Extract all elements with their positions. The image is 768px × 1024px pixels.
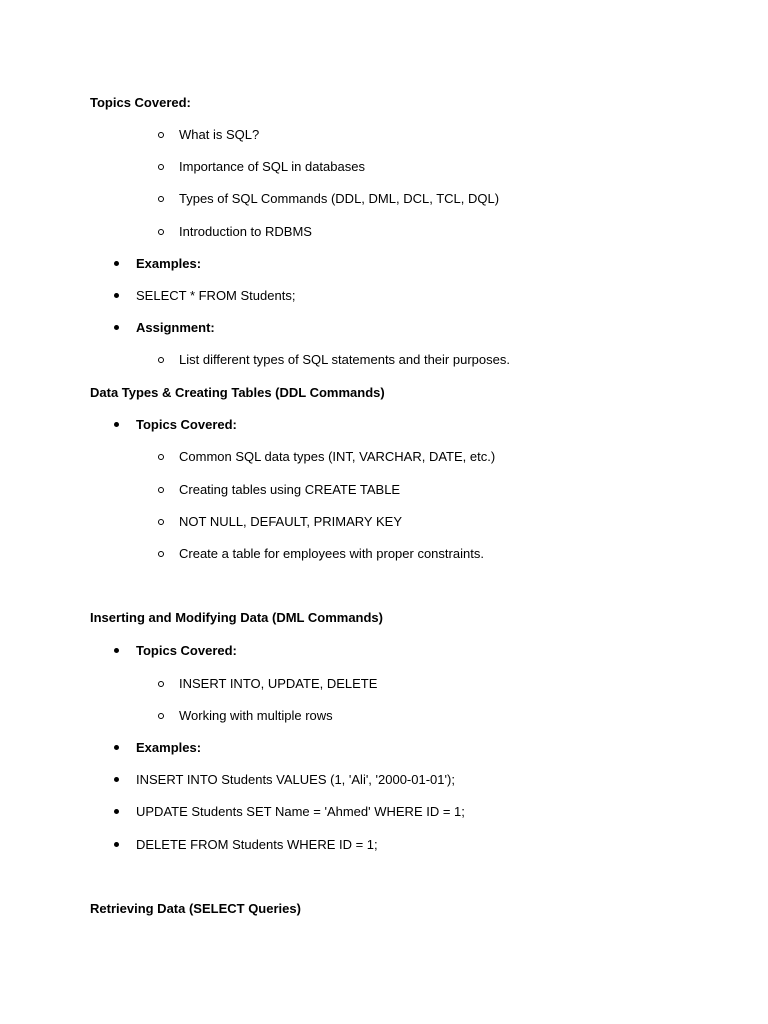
circle-bullet-icon (158, 196, 164, 202)
list-item: Creating tables using CREATE TABLE (158, 482, 400, 498)
circle-bullet-icon (158, 132, 164, 138)
list-item: Create a table for employees with proper constraints. (158, 546, 484, 562)
list-item: SELECT * FROM Students; (114, 288, 295, 304)
list-item: Working with multiple rows (158, 708, 333, 724)
circle-bullet-icon (158, 713, 164, 719)
list-item: Types of SQL Commands (DDL, DML, DCL, TCL, DQL) (158, 191, 499, 207)
section-heading-topics-covered: Topics Covered: (90, 95, 191, 110)
disc-bullet-icon (114, 325, 119, 330)
circle-bullet-icon (158, 229, 164, 235)
disc-bullet-icon (114, 777, 119, 782)
list-item: INSERT INTO, UPDATE, DELETE (158, 676, 377, 692)
list-item: Common SQL data types (INT, VARCHAR, DATE, etc.) (158, 449, 495, 465)
section-heading-inserting: Inserting and Modifying Data (DML Commands) (90, 610, 383, 625)
list-item-assignment-label: Assignment: (114, 320, 215, 336)
list-item: List different types of SQL statements and their purposes. (158, 352, 510, 368)
list-item-topics-covered-label: Topics Covered: (114, 417, 237, 433)
disc-bullet-icon (114, 293, 119, 298)
list-item: Introduction to RDBMS (158, 224, 312, 240)
section-heading-data-types: Data Types & Creating Tables (DDL Commands) (90, 385, 385, 400)
list-item: UPDATE Students SET Name = 'Ahmed' WHERE ID = 1; (114, 804, 465, 820)
disc-bullet-icon (114, 745, 119, 750)
disc-bullet-icon (114, 648, 119, 653)
list-item-examples-label: Examples: (114, 256, 201, 272)
list-item: INSERT INTO Students VALUES (1, 'Ali', '2000-01-01'); (114, 772, 455, 788)
list-item: DELETE FROM Students WHERE ID = 1; (114, 837, 378, 853)
list-item: NOT NULL, DEFAULT, PRIMARY KEY (158, 514, 402, 530)
circle-bullet-icon (158, 454, 164, 460)
disc-bullet-icon (114, 842, 119, 847)
disc-bullet-icon (114, 809, 119, 814)
circle-bullet-icon (158, 681, 164, 687)
list-item-examples-label: Examples: (114, 740, 201, 756)
circle-bullet-icon (158, 551, 164, 557)
disc-bullet-icon (114, 422, 119, 427)
section-heading-retrieving: Retrieving Data (SELECT Queries) (90, 901, 301, 916)
circle-bullet-icon (158, 487, 164, 493)
disc-bullet-icon (114, 261, 119, 266)
circle-bullet-icon (158, 519, 164, 525)
list-item-topics-covered-label: Topics Covered: (114, 643, 237, 659)
circle-bullet-icon (158, 164, 164, 170)
list-item: What is SQL? (158, 127, 259, 143)
circle-bullet-icon (158, 357, 164, 363)
list-item: Importance of SQL in databases (158, 159, 365, 175)
